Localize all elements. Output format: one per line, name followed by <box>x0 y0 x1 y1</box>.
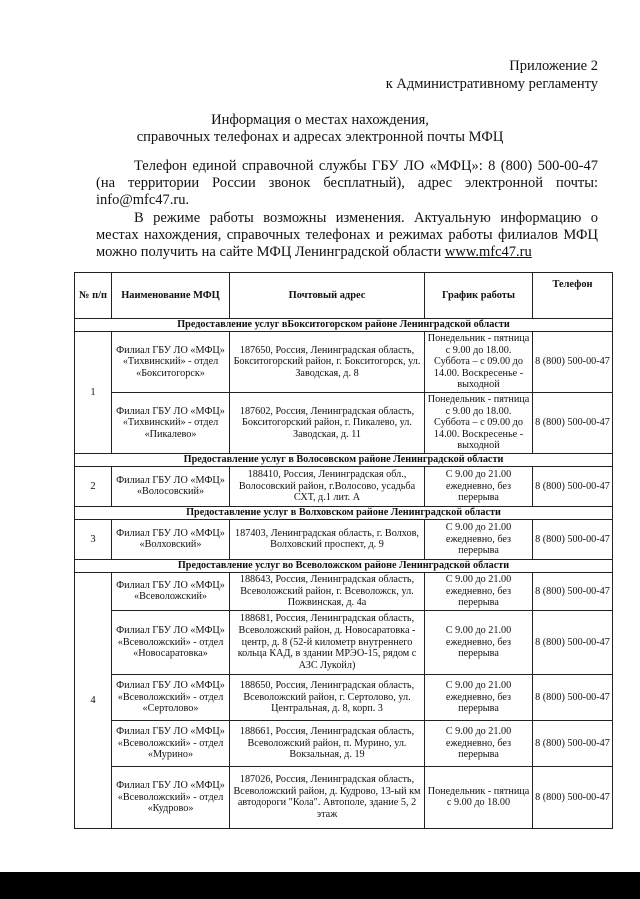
table-row <box>75 572 613 610</box>
header-address: Почтовый адрес <box>230 273 425 319</box>
section-title: Предоставление услуг в Волховском районе Ленинградской области <box>75 506 613 519</box>
cell-phone: 8 (800) 500-00-47 <box>533 519 613 559</box>
table-row <box>75 332 613 393</box>
table-row <box>75 466 613 506</box>
cell-schedule: С 9.00 до 21.00 ежедневно, без перерыва <box>425 674 533 720</box>
cell-schedule: Понедельник - пятница с 9.00 до 18.00. Суббота – с 09.00 до 14.00. Воскресенье - выходной <box>425 392 533 453</box>
cell-address: 188661, Россия, Ленинградская область, Всеволожский район, п. Мурино, ул. Вокзальная, д. 19 <box>230 720 425 766</box>
cell-name: Филиал ГБУ ЛО «МФЦ» «Тихвинский» - отдел «Пикалево» <box>112 392 230 453</box>
row-number: 3 <box>75 519 112 559</box>
cell-address: 187403, Ленинградская область, г. Волхов, Волховский проспект, д. 9 <box>230 519 425 559</box>
cell-name: Филиал ГБУ ЛО «МФЦ» «Волосовский» <box>112 466 230 506</box>
cell-phone: 8 (800) 500-00-47 <box>533 766 613 828</box>
cell-schedule: С 9.00 до 21.00 ежедневно, без перерыва <box>425 519 533 559</box>
header-num: № п/п <box>75 273 112 319</box>
cell-schedule: С 9.00 до 21.00 ежедневно, без перерыва <box>425 572 533 610</box>
cell-address: 188681, Россия, Ленинградская область, Всеволожский район, д. Новосаратовка - центр, д. 8 (52-й километр внутреннего кольца КАД, в здании МРЭО-15, рядом с АЗС Лукойл) <box>230 610 425 674</box>
row-number: 2 <box>75 466 112 506</box>
section-row <box>75 453 613 466</box>
header-name: Наименование МФЦ <box>112 273 230 319</box>
cell-schedule: С 9.00 до 21.00 ежедневно, без перерыва <box>425 466 533 506</box>
row-number: 1 <box>75 332 112 454</box>
website-link[interactable]: www.mfc47.ru <box>444 244 532 260</box>
section-title: Предоставление услуг в Волосовском районе Ленинградской области <box>75 453 613 466</box>
table-row <box>75 610 613 674</box>
intro-phone-text: Телефон единой справочной службы ГБУ ЛО «МФЦ»: 8 (800) 500-00-47 (на территории России звонок бесплатный), адрес электронной почты: info@mfc47.ru. <box>96 158 598 208</box>
intro-phone-paragraph <box>96 158 598 209</box>
cell-address: 188643, Россия, Ленинградская область, Всеволожский район, г. Всеволожск, ул. Пожвинская, д. 4а <box>230 572 425 610</box>
cell-phone: 8 (800) 500-00-47 <box>533 466 613 506</box>
cell-schedule: С 9.00 до 21.00 ежедневно, без перерыва <box>425 610 533 674</box>
cell-name: Филиал ГБУ ЛО «МФЦ» «Всеволожский» - отдел «Кудрово» <box>112 766 230 828</box>
cell-phone: 8 (800) 500-00-47 <box>533 332 613 393</box>
cell-schedule: С 9.00 до 21.00 ежедневно, без перерыва <box>425 720 533 766</box>
document-title-line1: Информация о местах нахождения, <box>211 112 429 128</box>
cell-phone: 8 (800) 500-00-47 <box>533 572 613 610</box>
header-phone: Телефон <box>533 273 613 319</box>
cell-address: 188410, Россия, Ленинградская обл., Волосовский район, г.Волосово, усадьба СХТ, д.1 лит. А <box>230 466 425 506</box>
cell-name: Филиал ГБУ ЛО «МФЦ» «Тихвинский» - отдел «Бокситогорск» <box>112 332 230 393</box>
mfc-locations-table <box>74 272 613 829</box>
cell-schedule: Понедельник - пятница с 9.00 до 18.00. Суббота – с 09.00 до 14.00. Воскресенье - выходной <box>425 332 533 393</box>
section-row <box>75 559 613 572</box>
cell-name: Филиал ГБУ ЛО «МФЦ» «Всеволожский» - отдел «Новосаратовка» <box>112 610 230 674</box>
cell-phone: 8 (800) 500-00-47 <box>533 610 613 674</box>
intro-changes-paragraph <box>96 210 598 261</box>
intro-changes-text <box>96 210 598 261</box>
row-number: 4 <box>75 572 112 828</box>
cell-address: 187602, Россия, Ленинградская область, Бокситогорский район, г. Пикалево, ул. Заводская, д. 11 <box>230 392 425 453</box>
cell-phone: 8 (800) 500-00-47 <box>533 720 613 766</box>
header-schedule: График работы <box>425 273 533 319</box>
cell-name: Филиал ГБУ ЛО «МФЦ» «Всеволожский» <box>112 572 230 610</box>
table-row <box>75 519 613 559</box>
cell-phone: 8 (800) 500-00-47 <box>533 392 613 453</box>
document-title-line2: справочных телефонах и адресах электронной почты МФЦ <box>136 129 504 145</box>
cell-address: 187650, Россия, Ленинградская область, Бокситогорский район, г. Бокситогорск, ул. Заводская, д. 8 <box>230 332 425 393</box>
section-title: Предоставление услуг вБокситогорском районе Ленинградской области <box>75 319 613 332</box>
appendix-number: Приложение 2 <box>509 58 598 74</box>
cell-phone: 8 (800) 500-00-47 <box>533 674 613 720</box>
appendix-reference: к Административному регламенту <box>385 76 598 92</box>
cell-address: 187026, Россия, Ленинградская область, Всеволожский район, д. Кудрово, 13-ый км автодороги "Кола". Автополе, здание 5, 2 этаж <box>230 766 425 828</box>
table-row <box>75 720 613 766</box>
cell-name: Филиал ГБУ ЛО «МФЦ» «Всеволожский» - отдел «Сертолово» <box>112 674 230 720</box>
section-title: Предоставление услуг во Всеволожском районе Ленинградской области <box>75 559 613 572</box>
cell-address: 188650, Россия, Ленинградская область, Всеволожский район, г. Сертолово, ул. Центральная, д. 8, корп. 3 <box>230 674 425 720</box>
table-row <box>75 392 613 453</box>
section-row <box>75 319 613 332</box>
table-row <box>75 766 613 828</box>
cell-name: Филиал ГБУ ЛО «МФЦ» «Всеволожский» - отдел «Мурино» <box>112 720 230 766</box>
table-header-row <box>75 273 613 319</box>
cell-name: Филиал ГБУ ЛО «МФЦ» «Волховский» <box>112 519 230 559</box>
table-row <box>75 674 613 720</box>
cell-schedule: Понедельник - пятница с 9.00 до 18.00 <box>425 766 533 828</box>
scan-bottom-edge <box>0 872 640 899</box>
intro-changes-body: В режиме работы возможны изменения. Актуальную информацию о местах нахождения, справочных телефонах и режимах работы филиалов МФЦ можно получить на сайте МФЦ Ленинградской области <box>96 210 598 260</box>
section-row <box>75 506 613 519</box>
